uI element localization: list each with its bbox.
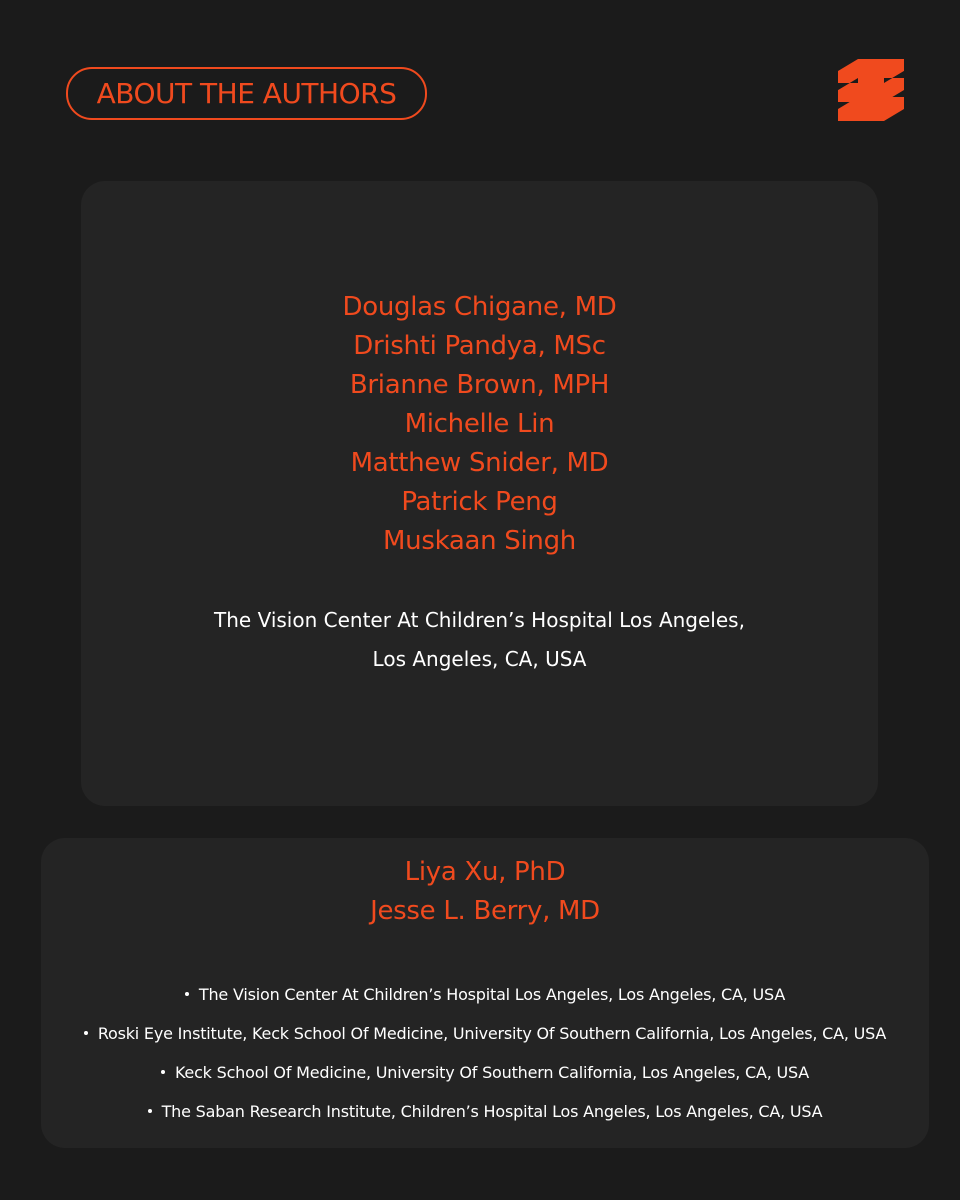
section-title: ABOUT THE AUTHORS (96, 77, 397, 110)
author-list (81, 288, 878, 561)
affiliation-item (41, 1092, 929, 1131)
bullet-icon (161, 1070, 165, 1074)
author-name: Liya Xu, PhD (404, 857, 566, 887)
affiliation-list (41, 975, 929, 1131)
authors-card-secondary (41, 838, 929, 1148)
affiliation-line: The Vision Center At Children’s Hospital Los Angeles, (214, 608, 745, 632)
brand-logo-icon (838, 59, 904, 121)
author-name: Brianne Brown, MPH (349, 370, 610, 400)
bullet-icon (185, 992, 189, 996)
section-title-pill (66, 67, 427, 120)
affiliation-line: Los Angeles, CA, USA (372, 647, 587, 671)
author-list (41, 853, 929, 931)
affiliation (81, 601, 878, 679)
bullet-icon (84, 1031, 88, 1035)
affiliation-text: Roski Eye Institute, Keck School Of Medicine, University Of Southern California, Los Angeles, CA, USA (97, 1024, 887, 1043)
author-name: Muskaan Singh (383, 526, 576, 556)
affiliation-item (41, 1053, 929, 1092)
affiliation-text: Keck School Of Medicine, University Of Southern California, Los Angeles, CA, USA (174, 1063, 810, 1082)
affiliation-text: The Saban Research Institute, Children’s Hospital Los Angeles, Los Angeles, CA, USA (161, 1102, 823, 1121)
affiliation-item (41, 1014, 929, 1053)
author-name: Patrick Peng (401, 487, 558, 517)
affiliation-text: The Vision Center At Children’s Hospital Los Angeles, Los Angeles, CA, USA (198, 985, 786, 1004)
bullet-icon (148, 1109, 152, 1113)
author-name: Douglas Chigane, MD (342, 292, 617, 322)
authors-card-primary (81, 181, 878, 806)
affiliation-item (41, 975, 929, 1014)
author-name: Matthew Snider, MD (350, 448, 609, 478)
author-name: Jesse L. Berry, MD (370, 896, 600, 926)
author-name: Michelle Lin (404, 409, 555, 439)
author-name: Drishti Pandya, MSc (353, 331, 606, 361)
